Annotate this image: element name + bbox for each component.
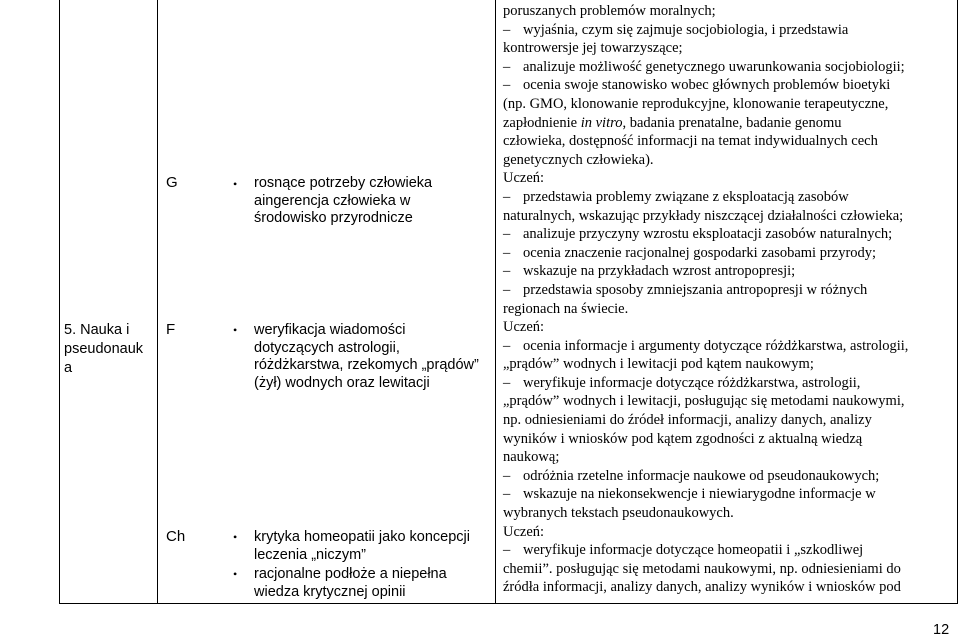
requirement-line	[503, 262, 955, 281]
requirement-text: Uczeń:	[503, 523, 545, 540]
topic-item-line: środowisko przyrodnicze	[254, 210, 413, 226]
requirement-line	[503, 430, 955, 449]
requirement-line	[503, 58, 955, 77]
requirements-column	[503, 2, 955, 597]
requirement-line	[503, 374, 955, 393]
requirement-line	[503, 467, 955, 486]
requirement-line	[503, 318, 955, 337]
requirement-text: np. odniesieniami do źródeł informacji, analizy danych, analizy	[503, 412, 872, 429]
requirement-line	[503, 207, 955, 226]
topic-item-line: dotyczących astrologii,	[254, 339, 400, 356]
bullet-icon: •	[233, 530, 238, 544]
requirement-line	[503, 355, 955, 374]
requirement-text: analizuje przyczyny wzrostu eksploatacji zasobów naturalnych;	[523, 226, 893, 243]
requirement-line	[503, 560, 955, 579]
requirement-line	[503, 95, 955, 114]
unit-label	[64, 321, 156, 378]
requirement-line	[503, 485, 955, 504]
requirement-text: (np. GMO, klonowanie reprodukcyjne, klonowanie terapeutyczne,	[503, 95, 889, 112]
requirement-text: genetycznych człowieka).	[503, 151, 654, 168]
dash-icon: –	[503, 467, 511, 484]
requirement-line	[503, 448, 955, 467]
requirement-text: wybranych tekstach pseudonaukowych.	[503, 505, 734, 522]
topic-item-line: aingerencja człowieka w	[254, 192, 411, 209]
topic-item	[254, 175, 486, 228]
requirement-text: weryfikuje informacje dotyczące różdżkarstwa, astrologii,	[523, 374, 861, 391]
page-number: 12	[933, 622, 950, 638]
requirement-line	[503, 337, 955, 356]
bullet-icon: •	[233, 323, 238, 337]
dash-icon: –	[503, 542, 511, 559]
requirement-line	[503, 114, 955, 133]
dash-icon: –	[503, 58, 511, 75]
requirement-text: „prądów” wodnych i lewitacji pod kątem naukowym;	[503, 356, 814, 373]
requirement-text: źródła informacji, analizy danych, analizy wyników i wniosków pod	[503, 579, 901, 596]
requirement-line	[503, 244, 955, 263]
dash-icon: –	[503, 486, 511, 503]
dash-icon: –	[503, 263, 511, 280]
requirement-line	[503, 21, 955, 40]
requirement-line	[503, 76, 955, 95]
requirement-text: wskazuje na niekonsekwencje i niewiarygodne informacje w	[523, 486, 876, 503]
requirement-line	[503, 504, 955, 523]
requirement-line	[503, 541, 955, 560]
unit-label-line: 5. Nauka i	[64, 322, 130, 338]
dash-icon: –	[503, 77, 511, 94]
requirement-text: wyjaśnia, czym się zajmuje socjobiologia, i przedstawia	[523, 21, 849, 38]
dash-icon: –	[503, 226, 511, 243]
requirement-text: analizuje możliwość genetycznego uwarunkowania socjobiologii;	[523, 58, 905, 75]
topic-item-line: leczenia „niczym”	[254, 546, 366, 563]
unit-label-line: a	[64, 360, 73, 376]
requirement-text: weryfikuje informacje dotyczące homeopatii i „szkodliwej	[523, 542, 864, 559]
requirement-line	[503, 392, 955, 411]
requirement-text: Uczeń:	[503, 170, 545, 187]
dash-icon: –	[503, 21, 511, 38]
requirement-italic: in vitro	[580, 114, 623, 131]
requirement-text: chemii”. posługując się metodami naukowymi, np. odniesieniami do	[503, 560, 901, 577]
requirement-text: zapłodnienie	[503, 114, 578, 131]
requirement-text: Uczeń:	[503, 319, 545, 336]
requirement-line	[503, 281, 955, 300]
requirement-line	[503, 39, 955, 58]
dash-icon: –	[503, 374, 511, 391]
requirement-line	[503, 169, 955, 188]
dash-icon: –	[503, 244, 511, 261]
topic-item-line: rosnące potrzeby człowieka	[254, 175, 433, 191]
topic-item	[254, 566, 486, 601]
topic-item-line: różdżkarstwa, rzekomych „prądów”	[254, 357, 479, 373]
requirement-line	[503, 225, 955, 244]
requirement-line	[503, 188, 955, 207]
dash-icon: –	[503, 188, 511, 205]
requirement-text: człowieka, dostępność informacji na temat indywidualnych cech	[503, 133, 878, 150]
topic-item	[254, 322, 486, 392]
bullet-icon: •	[233, 567, 238, 581]
column-divider	[157, 0, 158, 603]
topic-item-line: krytyka homeopatii jako koncepcji	[254, 529, 470, 545]
requirement-line	[503, 578, 955, 597]
column-divider	[495, 0, 496, 603]
topic-item	[254, 529, 486, 564]
requirement-text: ocenia swoje stanowisko wobec głównych problemów bioetyki	[523, 77, 891, 94]
requirement-text: przedstawia problemy związane z eksploatacją zasobów	[523, 188, 849, 205]
topic-item-line: racjonalne podłoże a niepełna	[254, 566, 447, 582]
requirement-text: „prądów” wodnych i lewitacji, posługując się metodami naukowymi,	[503, 393, 905, 410]
unit-label-line: pseudonauk	[64, 341, 144, 357]
requirement-line	[503, 300, 955, 319]
requirement-line	[503, 2, 955, 21]
topic-letter: G	[166, 174, 178, 191]
requirement-text: przedstawia sposoby zmniejszania antropopresji w różnych	[523, 281, 868, 298]
requirement-line	[503, 523, 955, 542]
dash-icon: –	[503, 337, 511, 354]
topic-item-line: (żył) wodnych oraz lewitacji	[254, 374, 430, 391]
bullet-icon: •	[233, 177, 238, 191]
dash-icon: –	[503, 281, 511, 298]
requirement-text: odróżnia rzetelne informacje naukowe od pseudonaukowych;	[523, 467, 880, 484]
requirement-text: ocenia znaczenie racjonalnej gospodarki zasobami przyrody;	[523, 244, 877, 261]
requirement-text: , badania prenatalne, badanie genomu	[622, 114, 842, 131]
requirement-text: kontrowersje jej towarzyszące;	[503, 40, 683, 57]
requirement-text: ocenia informacje i argumenty dotyczące różdżkarstwa, astrologii,	[523, 337, 909, 354]
requirement-line	[503, 151, 955, 170]
topic-item-line: weryfikacja wiadomości	[254, 322, 406, 338]
requirement-text: wyników i wniosków pod kątem zgodności z aktualną wiedzą	[503, 430, 863, 447]
topic-item-line: wiedza krytycznej opinii	[254, 583, 406, 600]
topic-letter: F	[166, 321, 176, 338]
requirement-line	[503, 411, 955, 430]
topic-letter: Ch	[166, 528, 186, 545]
requirement-text: regionach na świecie.	[503, 300, 629, 317]
requirement-text: naturalnych, wskazując przykłady niszczącej działalności człowieka;	[503, 207, 904, 224]
requirement-line	[503, 132, 955, 151]
requirement-text: naukową;	[503, 449, 560, 466]
requirement-text: wskazuje na przykładach wzrost antropopresji;	[523, 263, 796, 280]
requirement-text: poruszanych problemów moralnych;	[503, 3, 716, 19]
